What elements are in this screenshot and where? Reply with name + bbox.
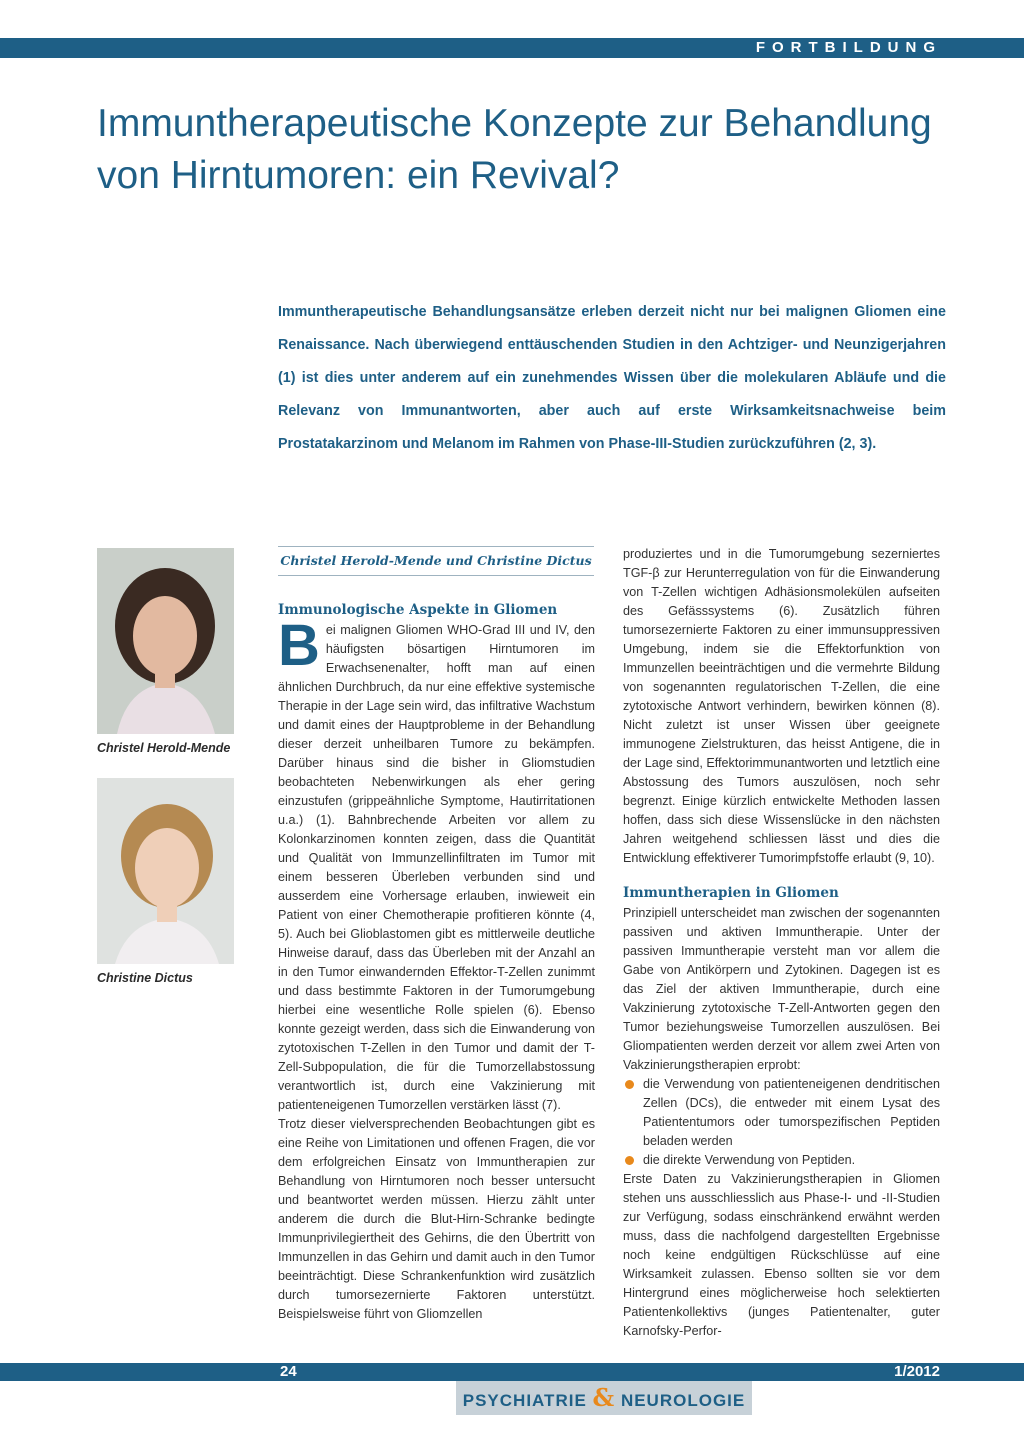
paragraph: Prinzipiell unterscheidet man zwischen der sogenannten passiven und aktiven Immuntherapie. Unter der passiven Immuntherapie versteht man vor allem die Gabe von Antikörpern und Zytokinen. Dagegen ist es das Ziel der aktiven Immuntherapie, durch eine Vakzinierung zytotoxische T-Zell-Antworten gegen den Tumor beziehungsweise Tumorzellen auszulösen. Bei Gliompatienten werden derzeit vor allem zwei Arten von Vakzinierungstherapien erprobt:: [623, 906, 940, 1072]
section-label: FORTBILDUNG: [755, 39, 942, 56]
section-header-bar: [0, 38, 1024, 58]
portrait-woman-dark-hair: [97, 548, 234, 734]
paragraph-text: ei malignen Gliomen WHO-Grad III und IV, den häufigsten bösartigen Hirntumoren im Erwachsenenalter, hofft man auf einen ähnlichen Durchbruch, da nur eine effektive systemische Therapie in der Lage sein wird, das infiltrative Wachstum und damit eines der Hauptprobleme in der Behandlung dieser derzeit unheilbaren Tumore zu bekämpfen. Darüber hinaus sind die bisher in Gliomstudien beobachteten Nebenwirkungen als eher gering einzustufen (grippeähnliche Symptome, Hautirritationen u.a.) (1). Bahnbrechende Arbeiten vor allem zu Kolonkarzinomen konnten zeigen, dass die Quantität und Qualität von Immunzellinfiltraten im Tumor mit einem besseren Überleben verbunden sind und ausserdem eine Vorhersage erlauben, inwieweit ein Patient von einer Chemotherapie profitieren könnte (4, 5). Auch bei Glioblastomen gibt es mittlerweile deutliche Hinweise darauf, dass das Überleben mit der Anzahl an in den Tumor einwandernden Effektor-T-Zellen zunimmt und dass bestimmte Faktoren in der Tumorumgebung hierbei eine wesentliche Rolle spielen (6). Ebenso konnte gezeigt werden, dass sich die Einwanderung von zytotoxischen T-Zellen in den Tumor und damit der T-Zell-Subpopulation, die für die Tumorzellabstossung verantwortlich ist, durch eine Vakzinierung mit patienteneigenen Tumorzellen verstärken lässt (7).: [278, 623, 595, 1112]
drop-cap: B: [278, 613, 320, 678]
journal-name-left: PSYCHIATRIE: [462, 1391, 587, 1410]
issue-number: 1/2012: [894, 1363, 940, 1380]
author-photo-herold-mende: [97, 548, 234, 734]
title-line-2: von Hirntumoren: ein Revival?: [97, 154, 620, 197]
photo-caption-2: Christine Dictus: [97, 971, 193, 985]
article-title: [97, 98, 977, 202]
section-heading-immuntherapien: Immuntherapien in Gliomen: [623, 885, 839, 901]
footer-bar: [0, 1363, 1024, 1381]
portrait-woman-blonde-hair: [97, 778, 234, 964]
list-item: die direkte Verwendung von Peptiden.: [623, 1151, 940, 1170]
text-column-2: [623, 545, 940, 1341]
journal-logo: [456, 1381, 752, 1415]
journal-ampersand: &: [592, 1383, 616, 1412]
paragraph: Trotz dieser vielversprechenden Beobachtungen gibt es eine Reihe von Limitationen und offenen Fragen, die vor dem erfolgreichen Einsatz von Immuntherapien zur Behandlung von Hirntumoren noch besser untersucht und beantwortet werden müssen. Hierzu zählt unter anderem die durch die Blut-Hirn-Schranke bedingte Immunprivilegiertheit des Gehirns, die den Übertritt von Immunzellen in das Gehirn und damit auch in den Tumor beeinträchtigt. Diese Schrankenfunktion wird zusätzlich durch tumorsezernierte Faktoren unterstützt. Beispielsweise führt von Gliomzellen: [278, 1117, 595, 1321]
text-column-1: [278, 599, 595, 1324]
journal-name-right: NEUROLOGIE: [620, 1391, 746, 1410]
page-number: 24: [280, 1363, 297, 1380]
bullet-list: [623, 1075, 940, 1170]
paragraph: produziertes und in die Tumorumgebung sezerniertes TGF-β zur Herunterregulation von für die Einwanderung von T-Zellen wichtigen Adhäsionsmolekülen aufseiten des Gefässsystems (6). Zusätzlich führen tumorsezernierte Faktoren zu einer immunsuppressiven Umgebung, indem sie die Effektorfunktion von Immunzellen beeinträchtigen und die vermehrte Bildung von sogenannten regulatorischen T-Zellen, die eine zytotoxische Antwort verhindern, bewirken können (8). Nicht zuletzt ist unser Wissen über geeignete immunogene Zielstrukturen, das heisst Antigene, die in der Lage sind, Effektorimmunantworten und letztlich eine Abstossung des Tumors auszulösen, noch sehr begrenzt. Einige kürzlich entwickelte Methoden lassen hoffen, dass sich diese Wissenslücke in den nächsten Jahren weitgehend schliessen lässt und dies die Entwicklung effektiverer Tumorimpfstoffe erlaubt (9, 10).: [623, 547, 940, 865]
photo-caption-1: Christel Herold-Mende: [97, 741, 231, 755]
paragraph: Erste Daten zu Vakzinierungstherapien in Gliomen stehen uns ausschliesslich aus Phase-I- und -II-Studien zur Verfügung, sodass einschränkend erwähnt werden muss, dass die nachfolgend dargestellten Ergebnisse noch keine endgültigen Rückschlüsse auf eine Wirksamkeit zulassen. Ebenso sollten sie vor dem Hintergrund eines möglicherweise hoch selektierten Patientenkollektivs (junges Patientenalter, guter Karnofsky-Perfor-: [623, 1172, 940, 1338]
article-lead: Immuntherapeutische Behandlungsansätze erleben derzeit nicht nur bei malignen Gliomen eine Renaissance. Nach überwiegend enttäuschenden Studien in den Achtziger- und Neunzigerjahren (1) ist dies unter anderem auf ein zunehmendes Wissen über die molekularen Abläufe und die Relevanz von Immunantworten, aber auch auf erste Wirksamkeitsnachweise beim Prostatakarzinom und Melanom im Rahmen von Phase-III-Studien zurückzuführen (2, 3).: [278, 304, 946, 452]
section-heading-immunologische-aspekte: Immunologische Aspekte in Gliomen: [278, 602, 558, 618]
list-item: die Verwendung von patienteneigenen dendritischen Zellen (DCs), die entweder mit einem Lysat des Patiententumors oder tumorspezifischen Peptiden beladen werden: [623, 1075, 940, 1151]
title-line-1: Immuntherapeutische Konzepte zur Behandlung: [97, 102, 932, 145]
author-photo-dictus: [97, 778, 234, 964]
author-byline: Christel Herold-Mende und Christine Dictus: [278, 546, 594, 576]
paragraph: [278, 613, 595, 1115]
